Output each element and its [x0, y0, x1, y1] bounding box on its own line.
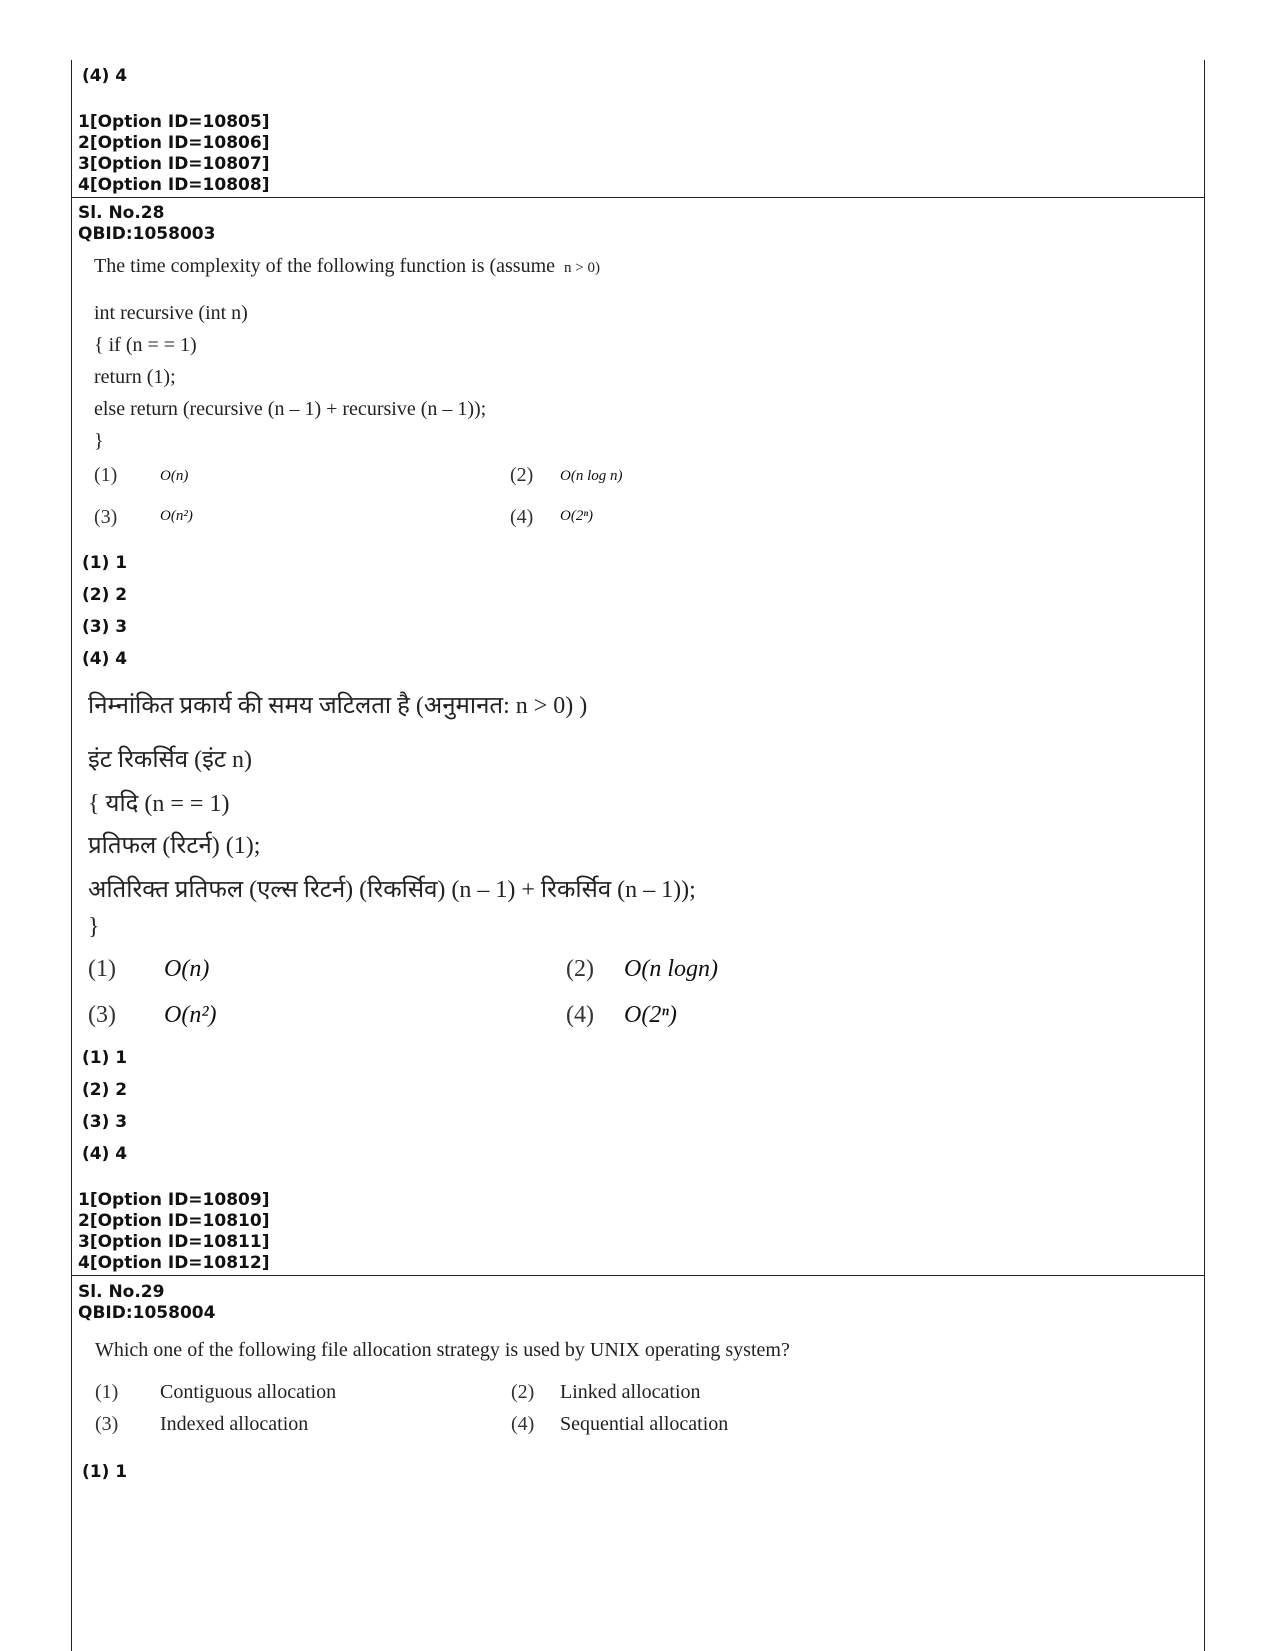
answer-choice: (1) 1 [82, 1462, 128, 1482]
answer-choice: (3) 3 [82, 1112, 128, 1132]
answer-choice: (1) 1 [82, 553, 128, 573]
option-id: 3[Option ID=10811] [78, 1232, 270, 1252]
qbid: QBID:1058004 [78, 1303, 216, 1323]
option-number: (3) [94, 506, 118, 528]
question-stem-hi: निम्नांकित प्रकार्य की समय जटिलता है (अनुमानत: n > 0) ) [88, 693, 588, 719]
option-text: Indexed allocation [160, 1413, 309, 1435]
answer-choice: (2) 2 [82, 585, 128, 605]
option-text: O(n log n) [560, 468, 623, 484]
section-divider [72, 1275, 1204, 1276]
option-text: O(n²) [160, 508, 193, 524]
option-text: O(n²) [164, 1002, 217, 1028]
option-text: Sequential allocation [560, 1413, 729, 1435]
code-line-hi: { यदि (n = = 1) [88, 791, 230, 817]
option-text: O(2ⁿ) [560, 508, 594, 524]
option-number: (2) [510, 464, 534, 486]
code-line-hi: इंट रिकर्सिव (इंट n) [88, 747, 252, 773]
option-number: (4) [566, 1002, 594, 1028]
code-line: int recursive (int n) [94, 302, 248, 324]
code-line: } [94, 430, 104, 452]
answer-choice: (3) 3 [82, 617, 128, 637]
answer-choice: (2) 2 [82, 1080, 128, 1100]
option-id-list [78, 1190, 269, 1274]
question-header [78, 1282, 215, 1324]
option-id: 1[Option ID=10805] [78, 112, 270, 132]
option-text: O(2ⁿ) [624, 1002, 677, 1028]
answer-choice: (4) 4 [82, 1144, 128, 1164]
option-id: 3[Option ID=10807] [78, 154, 270, 174]
question-page [71, 60, 1205, 1651]
code-line: else return (recursive (n – 1) + recursive (n – 1)); [94, 398, 487, 420]
option-number: (3) [95, 1413, 119, 1435]
option-text: Contiguous allocation [160, 1381, 337, 1403]
option-number: (1) [88, 956, 116, 982]
qbid: QBID:1058003 [78, 224, 216, 244]
question-stem-en: The time complexity of the following function is (assume n > 0) [94, 255, 600, 277]
option-id: 2[Option ID=10810] [78, 1211, 270, 1231]
option-text: Linked allocation [560, 1381, 701, 1403]
code-line-hi: अतिरिक्त प्रतिफल (एल्स रिटर्न) (रिकर्सिव) (n – 1) + रिकर्सिव (n – 1)); [88, 877, 696, 903]
option-number: (3) [88, 1002, 116, 1028]
option-id-list [78, 112, 269, 196]
option-text: O(n) [160, 468, 189, 484]
answer-choice: (4) 4 [82, 649, 128, 669]
option-number: (2) [566, 956, 594, 982]
option-id: 2[Option ID=10806] [78, 133, 270, 153]
code-line: return (1); [94, 366, 176, 388]
serial-number: Sl. No.28 [78, 203, 165, 223]
code-line-hi: } [88, 914, 100, 940]
section-divider [72, 197, 1204, 198]
question-stem-en: Which one of the following file allocation strategy is used by UNIX operating system? [95, 1339, 790, 1361]
option-number: (1) [94, 464, 118, 486]
option-text: O(n logn) [624, 956, 718, 982]
serial-number: Sl. No.29 [78, 1282, 165, 1302]
option-number: (2) [511, 1381, 535, 1403]
option-number: (1) [95, 1381, 119, 1403]
option-text: O(n) [164, 956, 210, 982]
option-id: 4[Option ID=10808] [78, 175, 270, 195]
answer-choice-4: (4) 4 [82, 66, 128, 86]
code-line: { if (n = = 1) [94, 334, 197, 356]
option-number: (4) [511, 1413, 535, 1435]
option-number: (4) [510, 506, 534, 528]
question-header [78, 203, 215, 245]
option-id: 4[Option ID=10812] [78, 1253, 270, 1273]
code-line-hi: प्रतिफल (रिटर्न) (1); [88, 833, 261, 859]
answer-choice: (1) 1 [82, 1048, 128, 1068]
option-id: 1[Option ID=10809] [78, 1190, 270, 1210]
